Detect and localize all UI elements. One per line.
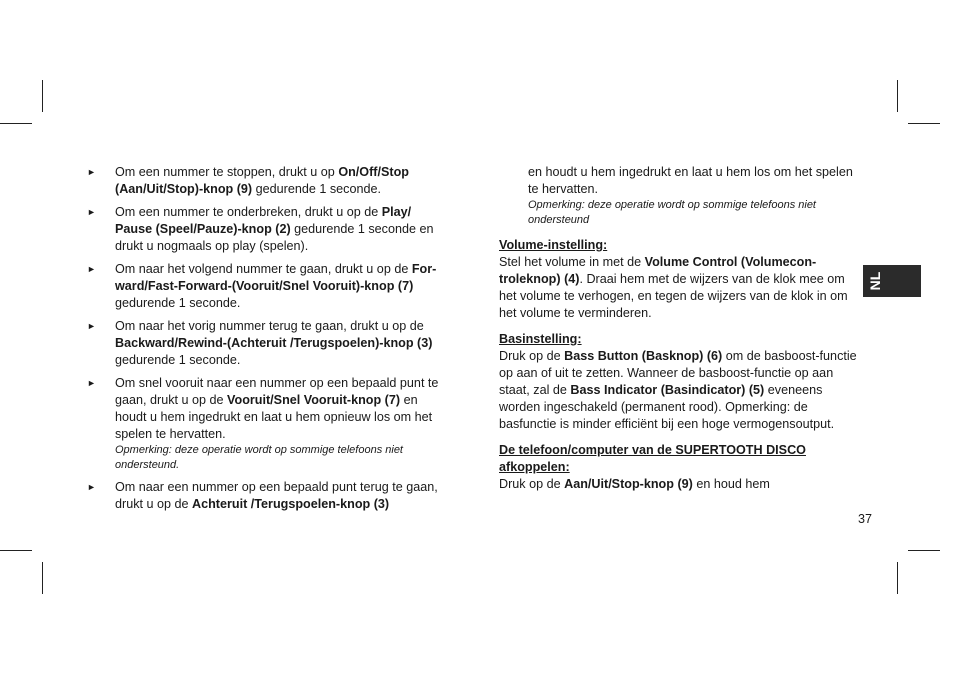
section-text [499, 348, 857, 433]
crop-mark [42, 80, 43, 112]
bullet-item [87, 375, 443, 473]
language-tab [863, 265, 921, 297]
body-text: Stel het volume in met de [499, 255, 645, 269]
bold-text: Vooruit/Snel Vooruit-knop (7) [227, 393, 401, 407]
body-text: en houd hem [692, 477, 770, 491]
bullet-text [115, 204, 443, 255]
left-column [87, 164, 443, 519]
bold-text: On/Off/Stop (Aan/Uit/Stop)-knop (9) [115, 165, 409, 196]
section-text [499, 254, 857, 322]
language-tab-label: NL [867, 271, 883, 291]
bullet-text [115, 375, 443, 443]
body-text: Om een nummer te stoppen, drukt u op [115, 165, 339, 179]
note-text: Opmerking: deze operatie wordt op sommige telefoons niet ondersteund. [115, 444, 403, 471]
body-text: gedurende 1 seconde. [115, 353, 241, 367]
bullet-arrow-icon: ► [87, 167, 96, 177]
page-number: 37 [858, 512, 873, 526]
bullet-arrow-icon: ► [87, 482, 96, 492]
crop-mark [908, 123, 940, 124]
bold-text: Bass Indicator (Basindicator) (5) [570, 383, 765, 397]
bullet-text [115, 318, 443, 369]
body-text: om de basboost-functie op aan of uit te zetten. Wanneer de basboost-functie op aan staat, zal de [499, 349, 857, 397]
body-text: Om naar een nummer op een bepaald punt terug te gaan, drukt u op de [115, 480, 438, 511]
section-heading: Basinstelling: [499, 332, 582, 346]
body-text: . Draai hem met de wijzers van de klok mee om het volume te verhogen, en tegen de wijzers van de klok in om het volume te verminderen. [499, 272, 848, 320]
body-text: Om een nummer te onderbreken, drukt u op de [115, 205, 382, 219]
bold-text: Volume Control (Volumecon-troleknop) (4) [499, 255, 817, 286]
bullet-item [87, 318, 443, 369]
section-heading: De telefoon/computer van de SUPERTOOTH DISCO afkoppelen: [499, 443, 806, 474]
body-text: gedurende 1 seconde. [115, 296, 241, 310]
bullet-text [115, 261, 443, 312]
bold-text: For-ward/Fast-Forward-(Vooruit/Snel Vooruit)-knop (7) [115, 262, 437, 293]
body-text: gedurende 1 seconde. [252, 182, 381, 196]
bold-text: Backward/Rewind-(Achteruit /Terugspoelen)-knop (3) [115, 336, 433, 350]
bold-text: Play/ Pause (Speel/Pauze)-knop (2) [115, 205, 412, 236]
continued-text: en houdt u hem ingedrukt en laat u hem los om het spelen te hervatten. [528, 165, 853, 196]
crop-mark [897, 562, 898, 594]
note-text: Opmerking: deze operatie wordt op sommige telefoons niet ondersteund [528, 199, 816, 226]
bullet-item [87, 204, 443, 255]
bullet-arrow-icon: ► [87, 378, 96, 388]
body-text: Druk op de [499, 349, 565, 363]
bullet-arrow-icon: ► [87, 264, 96, 274]
crop-mark [0, 123, 32, 124]
section [499, 442, 857, 493]
body-text: Om naar het volgend nummer te gaan, drukt u op de [115, 262, 412, 276]
bullet-arrow-icon: ► [87, 207, 96, 217]
crop-mark [42, 562, 43, 594]
bullet-item [87, 479, 443, 513]
body-text: gedurende 1 seconde en drukt u nogmaals op play (spelen). [115, 222, 434, 253]
continued-bullet [499, 164, 857, 228]
bold-text: Aan/Uit/Stop-knop (9) [564, 477, 693, 491]
body-text: Om snel vooruit naar een nummer op een bepaald punt te gaan, drukt u op de [115, 376, 439, 407]
bold-text: Bass Button (Basknop) (6) [564, 349, 723, 363]
right-column [499, 164, 857, 502]
bullet-text [115, 479, 443, 513]
bold-text: Achteruit /Terugspoelen-knop (3) [192, 497, 390, 511]
crop-mark [0, 550, 32, 551]
section [499, 331, 857, 433]
body-text: Om naar het vorig nummer terug te gaan, drukt u op de [115, 319, 424, 333]
bullet-arrow-icon: ► [87, 321, 96, 331]
crop-mark [908, 550, 940, 551]
bullet-item [87, 164, 443, 198]
bullet-text [115, 164, 443, 198]
section [499, 237, 857, 322]
body-text: eveneens worden ingeschakeld (permanent rood). Opmerking: de basfunctie is minder efficiënt bij een hoge vermogensoutput. [499, 383, 835, 431]
bullet-item [87, 261, 443, 312]
body-text: Druk op de [499, 477, 565, 491]
crop-mark [897, 80, 898, 112]
section-heading: Volume-instelling: [499, 238, 608, 252]
body-text: en houdt u hem ingedrukt en laat u hem opnieuw los om het spelen te hervatten. [115, 393, 433, 441]
section-text [499, 476, 857, 493]
